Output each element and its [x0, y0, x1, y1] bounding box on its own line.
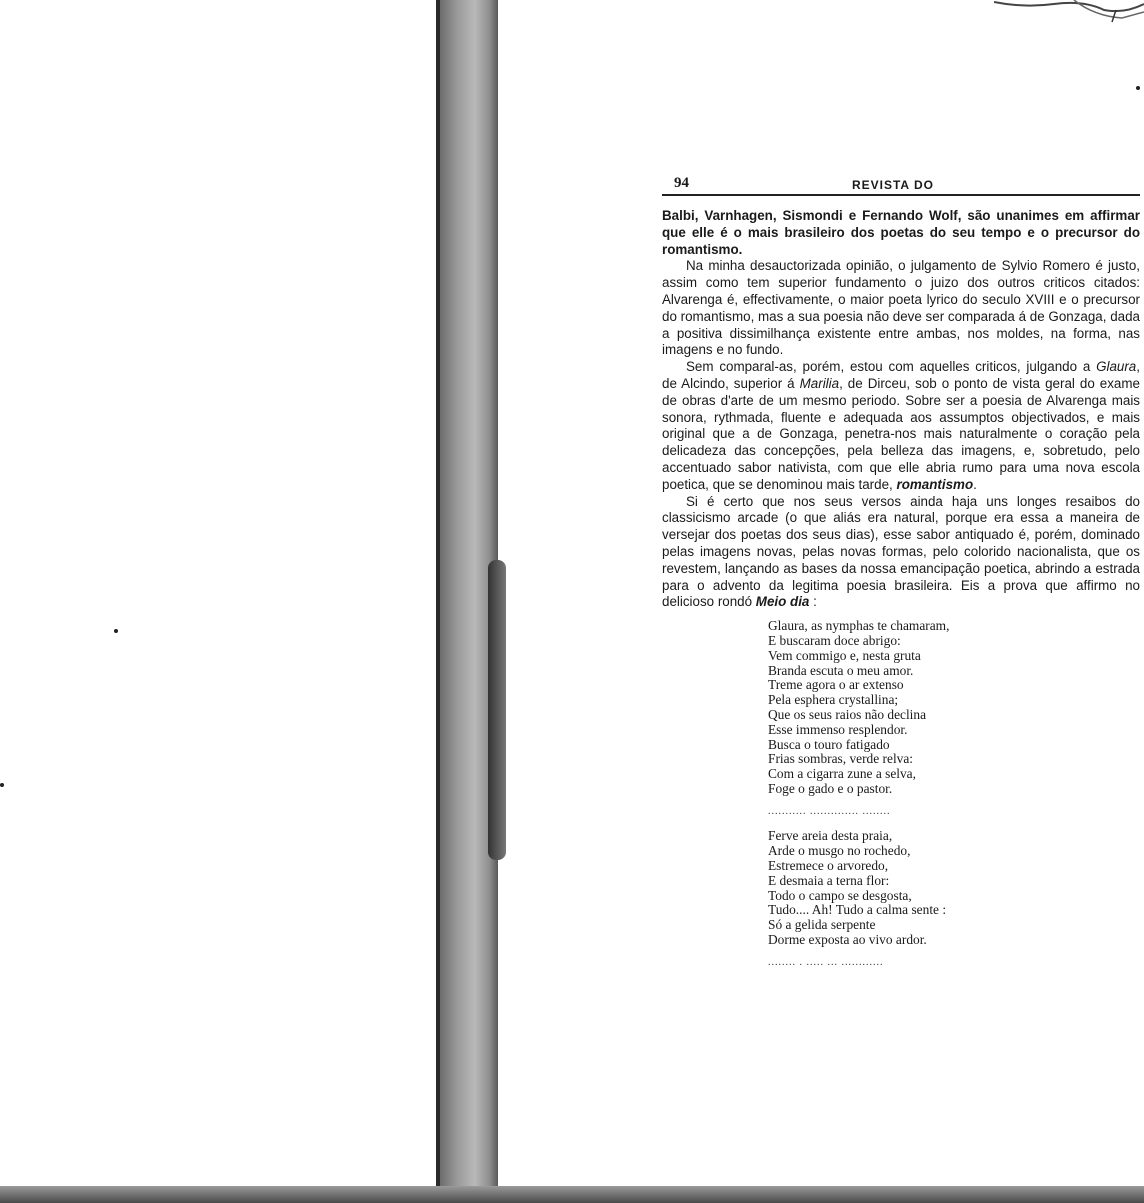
ink-speck [0, 783, 4, 787]
poem-line: Busca o touro fatigado [768, 736, 890, 752]
poem-line: Tudo.... Ah! Tudo a calma sente : [768, 902, 947, 918]
work-title-marilia: Marilia [799, 375, 840, 391]
poem-line: Treme agora o ar extenso [768, 677, 904, 693]
poem-line: Estremece o arvoredo, [768, 858, 889, 874]
gutter-fold [488, 560, 506, 860]
ink-speck [114, 629, 118, 633]
paragraph-4-end: : [809, 594, 817, 610]
poem-line: E desmaia a terna flor: [768, 872, 890, 888]
corner-scribble [994, 0, 1144, 24]
stanza-separator: ........... .............. ........ [768, 805, 891, 817]
poem-line: Todo o campo se desgosta, [768, 887, 912, 903]
paragraph-3 [662, 359, 1140, 493]
poem-line: Ferve areia desta praia, [768, 828, 893, 844]
term-romantismo: romantismo [896, 476, 974, 492]
paragraph-3-part-a: Sem comparal-as, porém, estou com aquelles criticos, julgando a [686, 359, 1097, 375]
poem-line: Branda escuta o meu amor. [768, 662, 914, 678]
header-rule [662, 194, 1140, 196]
poem-line: Com a cigarra zune a selva, [768, 766, 916, 782]
poem-stanza-2 [768, 829, 1140, 947]
poem-line: Que os seus raios não declina [768, 706, 927, 722]
paragraph-2: Na minha desauctorizada opinião, o julgamento de Sylvio Romero é justo, assim como tem superior fundamento o juizo dos outros criticos citados: Alvarenga é, effectivamente, o maior poeta lyrico do seculo XVIII e o precursor do romantismo, mas a sua poesia não deve ser comparada á de Gonzaga, dada a positiva dissimilhança existente entre ambas, nos moldes, na forma, nas imagens e no fundo. [662, 258, 1140, 358]
poem-stanza-1 [768, 619, 1140, 797]
poem-line: Esse immenso resplendor. [768, 721, 908, 737]
ink-speck [1136, 86, 1140, 90]
poem-line: Pela esphera crystallina; [768, 692, 899, 708]
poem-line: Só a gelida serpente [768, 917, 876, 933]
body-text [662, 208, 1140, 611]
paragraph-4 [662, 494, 1140, 612]
poem-line: E buscaram doce abrigo: [768, 632, 901, 648]
paragraph-4-part-a: Si é certo que nos seus versos ainda haja uns longes resaibos do classicismo arcade (o que aliás era natural, porque era essa a maneira de versejar dos poetas dos seus dias), esse sabor antiquado é, porém, dominado pelas imagens novas, pelas novas formas, pelo colorido nacionalista, que os revestem, lançando as bases da nossa emancipação poetica, abrindo a estrada para o advento da legitima poesia brasileira. Eis a prova que affirmo no delicioso rondó [662, 493, 1140, 610]
page-header [662, 170, 1140, 192]
poem [768, 619, 1140, 971]
paragraph-3-end: . [973, 476, 977, 492]
page-number: 94 [674, 175, 689, 191]
paragraph-3-part-c: , de Dirceu, sob o ponto de vista geral do exame de obras d'arte de um mesmo periodo. Sobre ser a poesia de Alvarenga mais sonora, rythmada, fluente e adequada aos assumptos objectivados, e mais original que a de Gonzaga, penetra-nos mais naturalmente o coração pela delicadeza das concepções, pela belleza das imagens, e, sobretudo, pelo accentuado sabor nativista, com que elle abria rumo para uma nova escola poetica, que se denominou mais tarde, [662, 375, 1140, 492]
poem-line: Frias sombras, verde relva: [768, 751, 914, 767]
poem-line: Arde o musgo no rochedo, [768, 843, 911, 859]
poem-line: Vem commigo e, nesta gruta [768, 647, 921, 663]
work-title-glaura: Glaura [1096, 359, 1137, 375]
document-page [662, 170, 1140, 981]
paragraph-3-part-b: , de Alcindo, superior á [662, 359, 1140, 391]
paragraph-1: Balbi, Varnhagen, Sismondi e Fernando Wolf, são unanimes em affirmar que elle é o mais brasileiro dos poetas do seu tempo e o precursor do romantismo. [662, 208, 1140, 257]
stanza-separator: ........ . ..... ... ............ [768, 956, 884, 968]
page-bottom-edge [0, 1186, 1144, 1203]
work-title-meio-dia: Meio dia [755, 594, 810, 610]
poem-line: Dorme exposta ao vivo ardor. [768, 932, 927, 948]
running-title: REVISTA DO [851, 178, 934, 192]
poem-line: Glaura, as nymphas te chamaram, [768, 618, 950, 634]
poem-line: Foge o gado e o pastor. [768, 780, 893, 796]
